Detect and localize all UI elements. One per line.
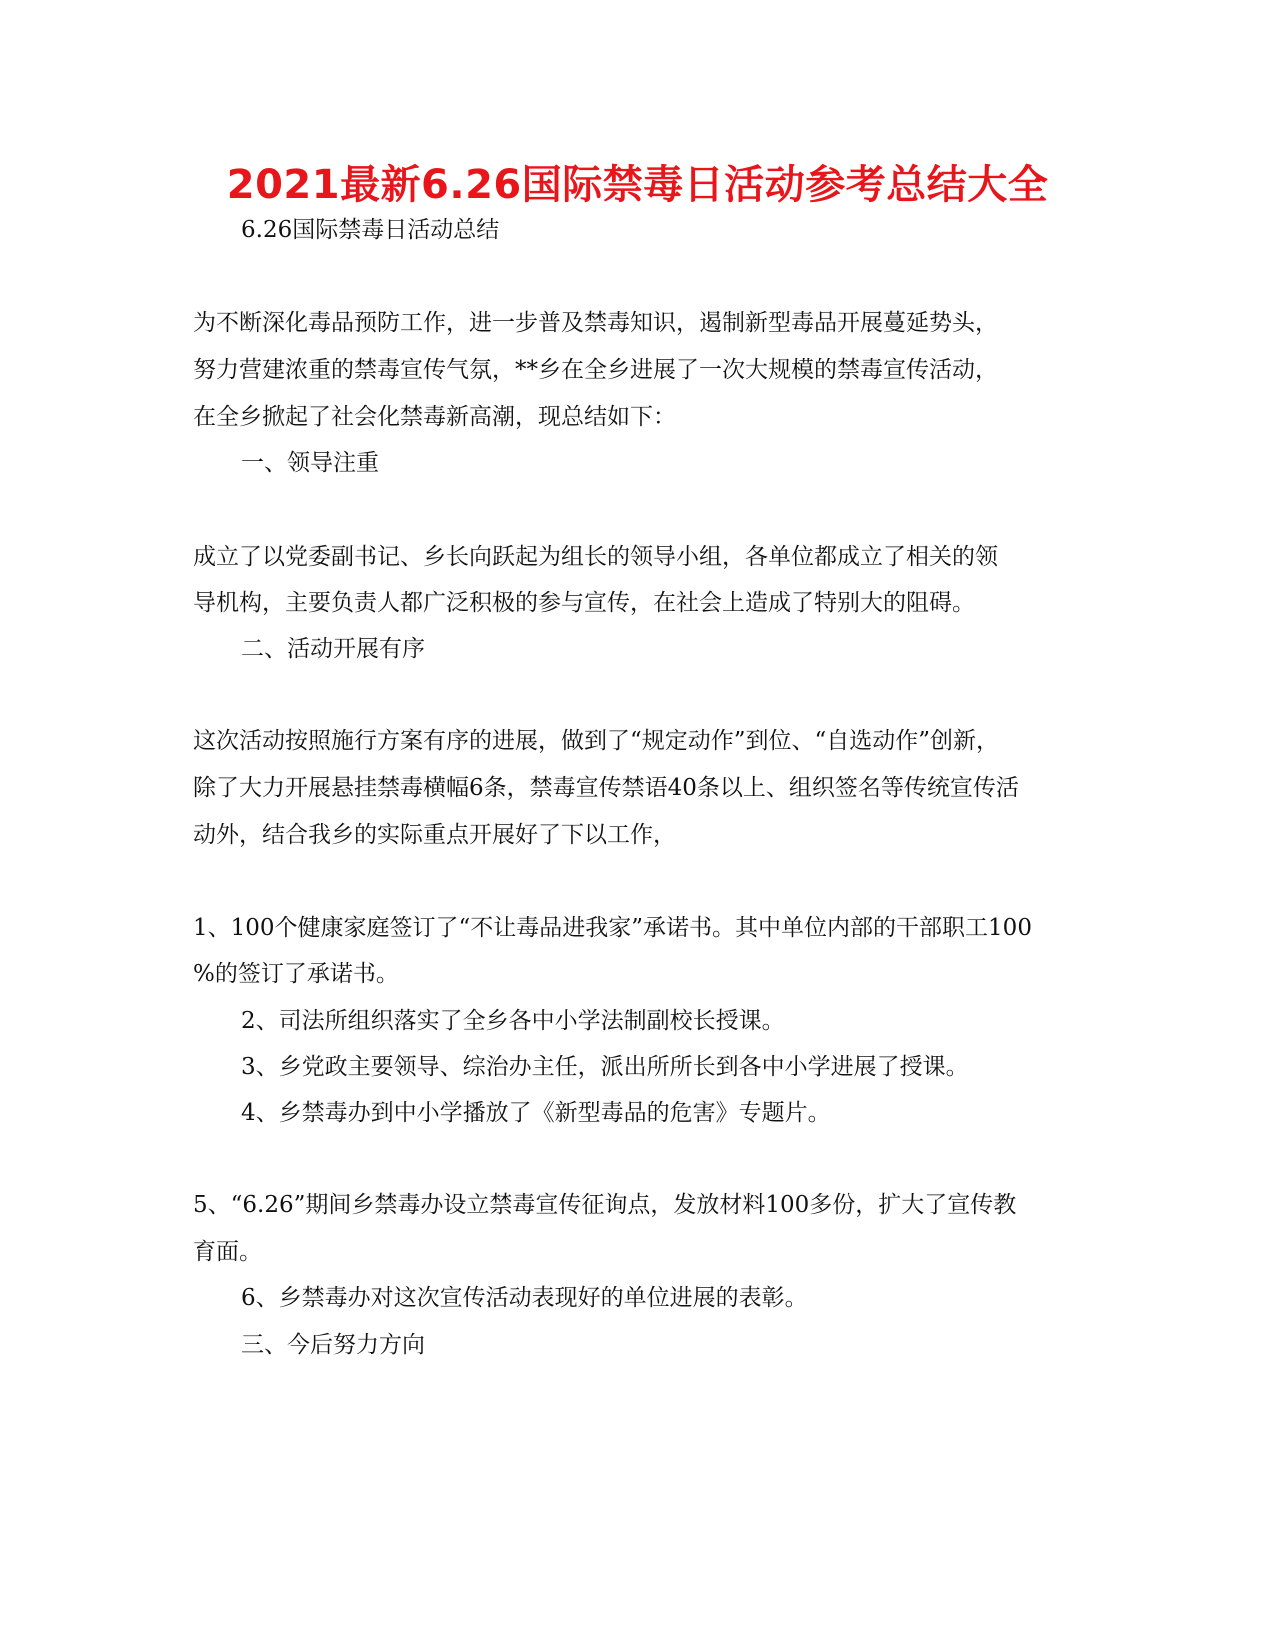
- list-item: 4、乡禁毒办到中小学播放了《新型毒品的危害》专题片。: [241, 1100, 831, 1126]
- paragraph-line: 努力营建浓重的禁毒宣传气氛，**乡在全乡进展了一次大规模的禁毒宣传活动，: [193, 357, 998, 383]
- list-item: 6、乡禁毒办对这次宣传活动表现好的单位进展的表彰。: [241, 1285, 808, 1311]
- paragraph-line: 这次活动按照施行方案有序的进展，做到了“规定动作”到位、“自选动作”创新，: [193, 728, 1000, 754]
- paragraph-line: 成立了以党委副书记、乡长向跃起为组长的领导小组，各单位都成立了相关的领: [193, 544, 998, 570]
- list-item: 3、乡党政主要领导、综治办主任，派出所所长到各中小学进展了授课。: [241, 1054, 969, 1080]
- paragraph-line: 为不断深化毒品预防工作，进一步普及禁毒知识，遏制新型毒品开展蔓延势头，: [193, 310, 998, 336]
- paragraph-line: 在全乡掀起了社会化禁毒新高潮，现总结如下：: [193, 404, 676, 430]
- subtitle: 6.26国际禁毒日活动总结: [241, 217, 500, 243]
- list-item-line: 5、“6.26”期间乡禁毒办设立禁毒宣传征询点，发放材料100多份，扩大了宣传教: [193, 1192, 1017, 1218]
- list-item-line: 育面。: [193, 1239, 262, 1265]
- document-title: 2021最新6.26国际禁毒日活动参考总结大全: [226, 162, 1049, 208]
- section-heading: 三、今后努力方向: [241, 1332, 425, 1358]
- list-item: 2、司法所组织落实了全乡各中小学法制副校长授课。: [241, 1008, 785, 1034]
- list-item-line: %的签订了承诺书。: [193, 961, 399, 987]
- section-heading: 二、活动开展有序: [241, 636, 425, 662]
- paragraph-line: 导机构，主要负责人都广泛积极的参与宣传，在社会上造成了特别大的阻碍。: [193, 590, 975, 616]
- section-heading: 一、领导注重: [241, 450, 379, 476]
- paragraph-line: 除了大力开展悬挂禁毒横幅6条，禁毒宣传禁语40条以上、组织签名等传统宣传活: [193, 775, 1019, 801]
- paragraph-line: 动外，结合我乡的实际重点开展好了下以工作，: [193, 822, 676, 848]
- list-item-line: 1、100个健康家庭签订了“不让毒品进我家”承诺书。其中单位内部的干部职工100: [193, 915, 1032, 941]
